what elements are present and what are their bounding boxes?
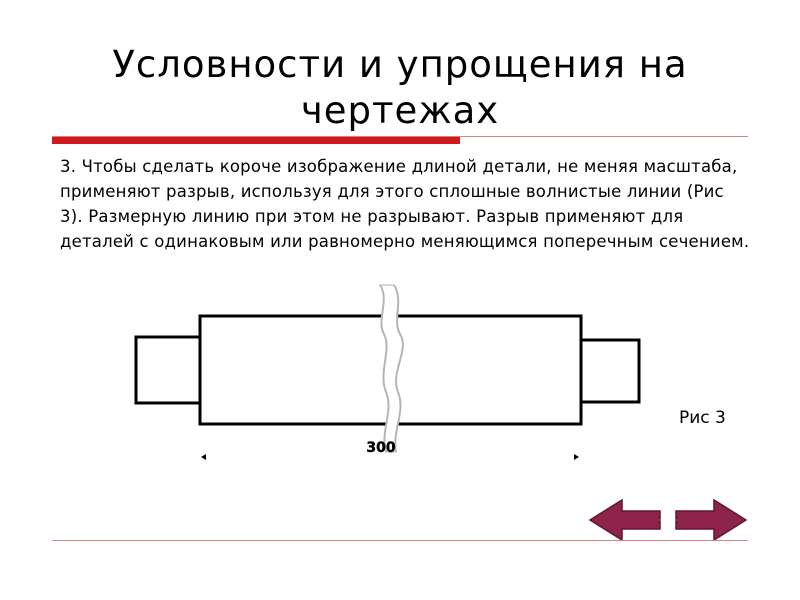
double-arrow-icon[interactable] <box>588 498 748 542</box>
left-journal-outline <box>136 337 200 403</box>
center-diamond <box>660 512 676 528</box>
dimension-arrow-left <box>201 454 206 460</box>
prev-arrow-icon[interactable] <box>590 500 660 540</box>
dimension-arrow-right <box>574 454 579 460</box>
figure-caption: Рис 3 <box>679 408 726 428</box>
slide-body-text: 3. Чтобы сделать короче изображение длиной детали, не меняя масштаба, применяют разрыв, используя для этого сплошные волнистые линии (Рис 3). Размерную линию при этом не разрывают. Разрыв применяют для деталей с одинаковым или равномерно меняющимся поперечным сечением. <box>60 157 750 251</box>
dimension-value: 300 <box>366 440 396 456</box>
slide-title: Условности и упрощения на чертежах <box>112 43 688 132</box>
footer-rule <box>52 540 748 541</box>
next-arrow-icon[interactable] <box>676 500 746 540</box>
right-journal-outline <box>581 340 639 402</box>
